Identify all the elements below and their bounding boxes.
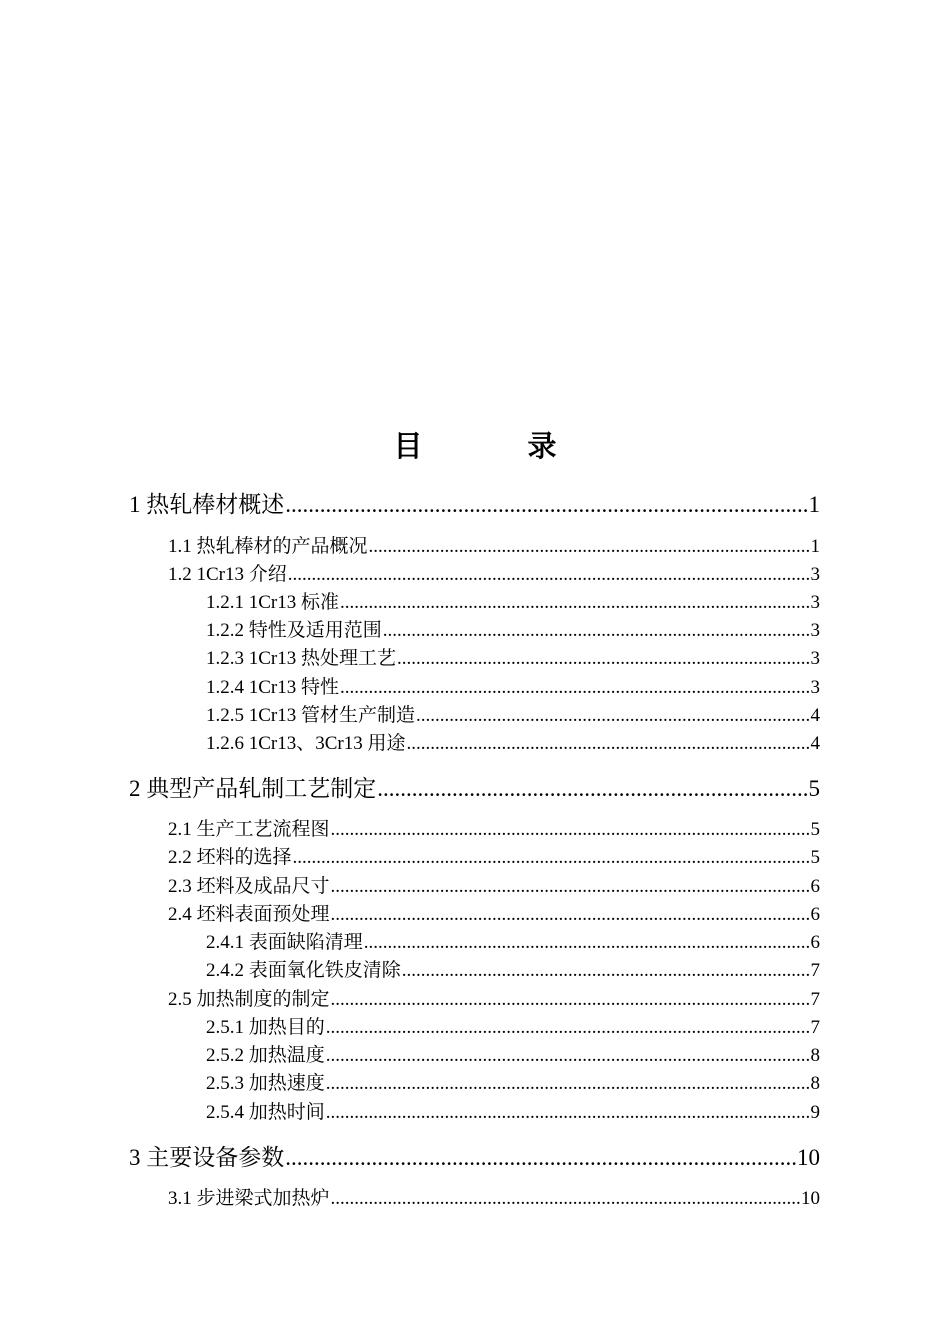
toc-entry-label: 2.5.2 加热温度 bbox=[206, 1045, 325, 1066]
toc-entry-label: 2.5.3 加热速度 bbox=[206, 1073, 325, 1094]
dot-leader bbox=[340, 677, 809, 699]
toc-entry-label: 2 典型产品轧制工艺制定 bbox=[129, 776, 377, 801]
toc-title: 目 录 bbox=[393, 429, 595, 463]
toc-entry-label: 3 主要设备参数 bbox=[129, 1145, 285, 1170]
toc-entry-label: 2.4.1 表面缺陷清理 bbox=[206, 932, 363, 953]
toc-entry-1-2-4[interactable] bbox=[206, 672, 820, 698]
toc-entry-label: 2.5.1 加热目的 bbox=[206, 1017, 325, 1038]
toc-entry-1-2-5[interactable] bbox=[206, 700, 820, 726]
toc-entry-1-2-1[interactable] bbox=[206, 587, 820, 613]
toc-entry-label: 1.1 热轧棒材的产品概况 bbox=[168, 536, 368, 557]
toc-entry-page: 6 bbox=[810, 904, 820, 925]
toc-entry-label: 2.5 加热制度的制定 bbox=[168, 989, 330, 1010]
toc-entry-1-2-6[interactable] bbox=[206, 728, 820, 754]
toc-entry-label: 3.1 步进梁式加热炉 bbox=[168, 1188, 330, 1209]
toc-entry-label: 2.3 坯料及成品尺寸 bbox=[168, 876, 330, 897]
dot-leader bbox=[416, 705, 809, 727]
dot-leader bbox=[407, 733, 810, 755]
toc-entry-label: 1 热轧棒材概述 bbox=[129, 492, 285, 517]
dot-leader bbox=[331, 1188, 800, 1210]
toc-entry-page: 5 bbox=[810, 847, 820, 868]
dot-leader bbox=[331, 989, 810, 1011]
toc-entry-page: 6 bbox=[810, 932, 820, 953]
toc-entry-page: 8 bbox=[810, 1045, 820, 1066]
toc-entry-page: 5 bbox=[810, 819, 820, 840]
toc-entry-3-1[interactable] bbox=[168, 1183, 820, 1209]
toc-entry-2-5-3[interactable] bbox=[206, 1068, 820, 1094]
toc-entry-page: 1 bbox=[810, 536, 820, 557]
toc-entry-1-2-3[interactable] bbox=[206, 643, 820, 669]
toc-entry-2-3[interactable] bbox=[168, 871, 820, 897]
toc-entry-page: 3 bbox=[810, 592, 820, 613]
dot-leader bbox=[369, 536, 810, 558]
toc-entry-2-5[interactable] bbox=[168, 984, 820, 1010]
toc-entry-page: 6 bbox=[810, 876, 820, 897]
dot-leader bbox=[285, 1145, 796, 1171]
toc-entry-label: 2.2 坯料的选择 bbox=[168, 847, 292, 868]
toc-entry-1-2[interactable] bbox=[168, 559, 820, 585]
toc-entry-2-5-1[interactable] bbox=[206, 1012, 820, 1038]
dot-leader bbox=[397, 648, 809, 670]
toc-entry-1-1[interactable] bbox=[168, 531, 820, 557]
toc-entry-label: 2.1 生产工艺流程图 bbox=[168, 819, 330, 840]
toc-entry-page: 3 bbox=[810, 564, 820, 585]
dot-leader bbox=[326, 1102, 810, 1124]
toc-entry-page: 8 bbox=[810, 1073, 820, 1094]
toc-entry-label: 1.2.6 1Cr13、3Cr13 用途 bbox=[206, 733, 406, 754]
toc-entry-2-4-1[interactable] bbox=[206, 927, 820, 953]
dot-leader bbox=[326, 1073, 810, 1095]
dot-leader bbox=[377, 776, 807, 802]
toc-entry-2-4-2[interactable] bbox=[206, 955, 820, 981]
toc-entry-3[interactable] bbox=[129, 1139, 820, 1169]
dot-leader bbox=[326, 1017, 810, 1039]
toc-entry-page: 3 bbox=[810, 677, 820, 698]
toc-entry-page: 9 bbox=[810, 1102, 820, 1123]
toc-entry-2-4[interactable] bbox=[168, 899, 820, 925]
toc-entry-label: 1.2.2 特性及适用范围 bbox=[206, 620, 382, 641]
dot-leader bbox=[331, 904, 810, 926]
toc-entry-label: 1.2.4 1Cr13 特性 bbox=[206, 677, 340, 698]
toc-entry-label: 2.4.2 表面氧化铁皮清除 bbox=[206, 960, 401, 981]
toc-entry-2[interactable] bbox=[129, 770, 820, 800]
toc-entry-2-1[interactable] bbox=[168, 814, 820, 840]
toc-entry-label: 1.2 1Cr13 介绍 bbox=[168, 564, 287, 585]
dot-leader bbox=[326, 1045, 810, 1067]
dot-leader bbox=[402, 960, 810, 982]
toc-entry-2-5-2[interactable] bbox=[206, 1040, 820, 1066]
toc-entry-1[interactable] bbox=[129, 486, 820, 516]
dot-leader bbox=[288, 564, 810, 586]
toc-entry-page: 1 bbox=[808, 492, 820, 517]
toc-entry-label: 2.4 坯料表面预处理 bbox=[168, 904, 330, 925]
toc-entry-label: 1.2.5 1Cr13 管材生产制造 bbox=[206, 705, 416, 726]
toc-entry-1-2-2[interactable] bbox=[206, 615, 820, 641]
toc-entry-label: 2.5.4 加热时间 bbox=[206, 1102, 325, 1123]
toc-entry-page: 3 bbox=[810, 620, 820, 641]
toc-entry-label: 1.2.1 1Cr13 标准 bbox=[206, 592, 340, 613]
toc-entry-page: 3 bbox=[810, 648, 820, 669]
toc-entry-label: 1.2.3 1Cr13 热处理工艺 bbox=[206, 648, 397, 669]
dot-leader bbox=[293, 847, 810, 869]
toc-entry-page: 7 bbox=[810, 1017, 820, 1038]
toc-entry-page: 5 bbox=[808, 776, 820, 801]
dot-leader bbox=[285, 492, 807, 518]
dot-leader bbox=[340, 592, 809, 614]
toc-entry-2-2[interactable] bbox=[168, 842, 820, 868]
dot-leader bbox=[364, 932, 810, 954]
toc-entry-page: 7 bbox=[810, 960, 820, 981]
toc-entry-page: 4 bbox=[810, 705, 820, 726]
dot-leader bbox=[331, 876, 810, 898]
toc-entry-page: 10 bbox=[801, 1188, 820, 1209]
toc-entry-page: 7 bbox=[810, 989, 820, 1010]
dot-leader bbox=[331, 819, 810, 841]
toc-entry-2-5-4[interactable] bbox=[206, 1097, 820, 1123]
toc-entry-page: 4 bbox=[810, 733, 820, 754]
dot-leader bbox=[383, 620, 810, 642]
toc-entry-page: 10 bbox=[797, 1145, 820, 1170]
